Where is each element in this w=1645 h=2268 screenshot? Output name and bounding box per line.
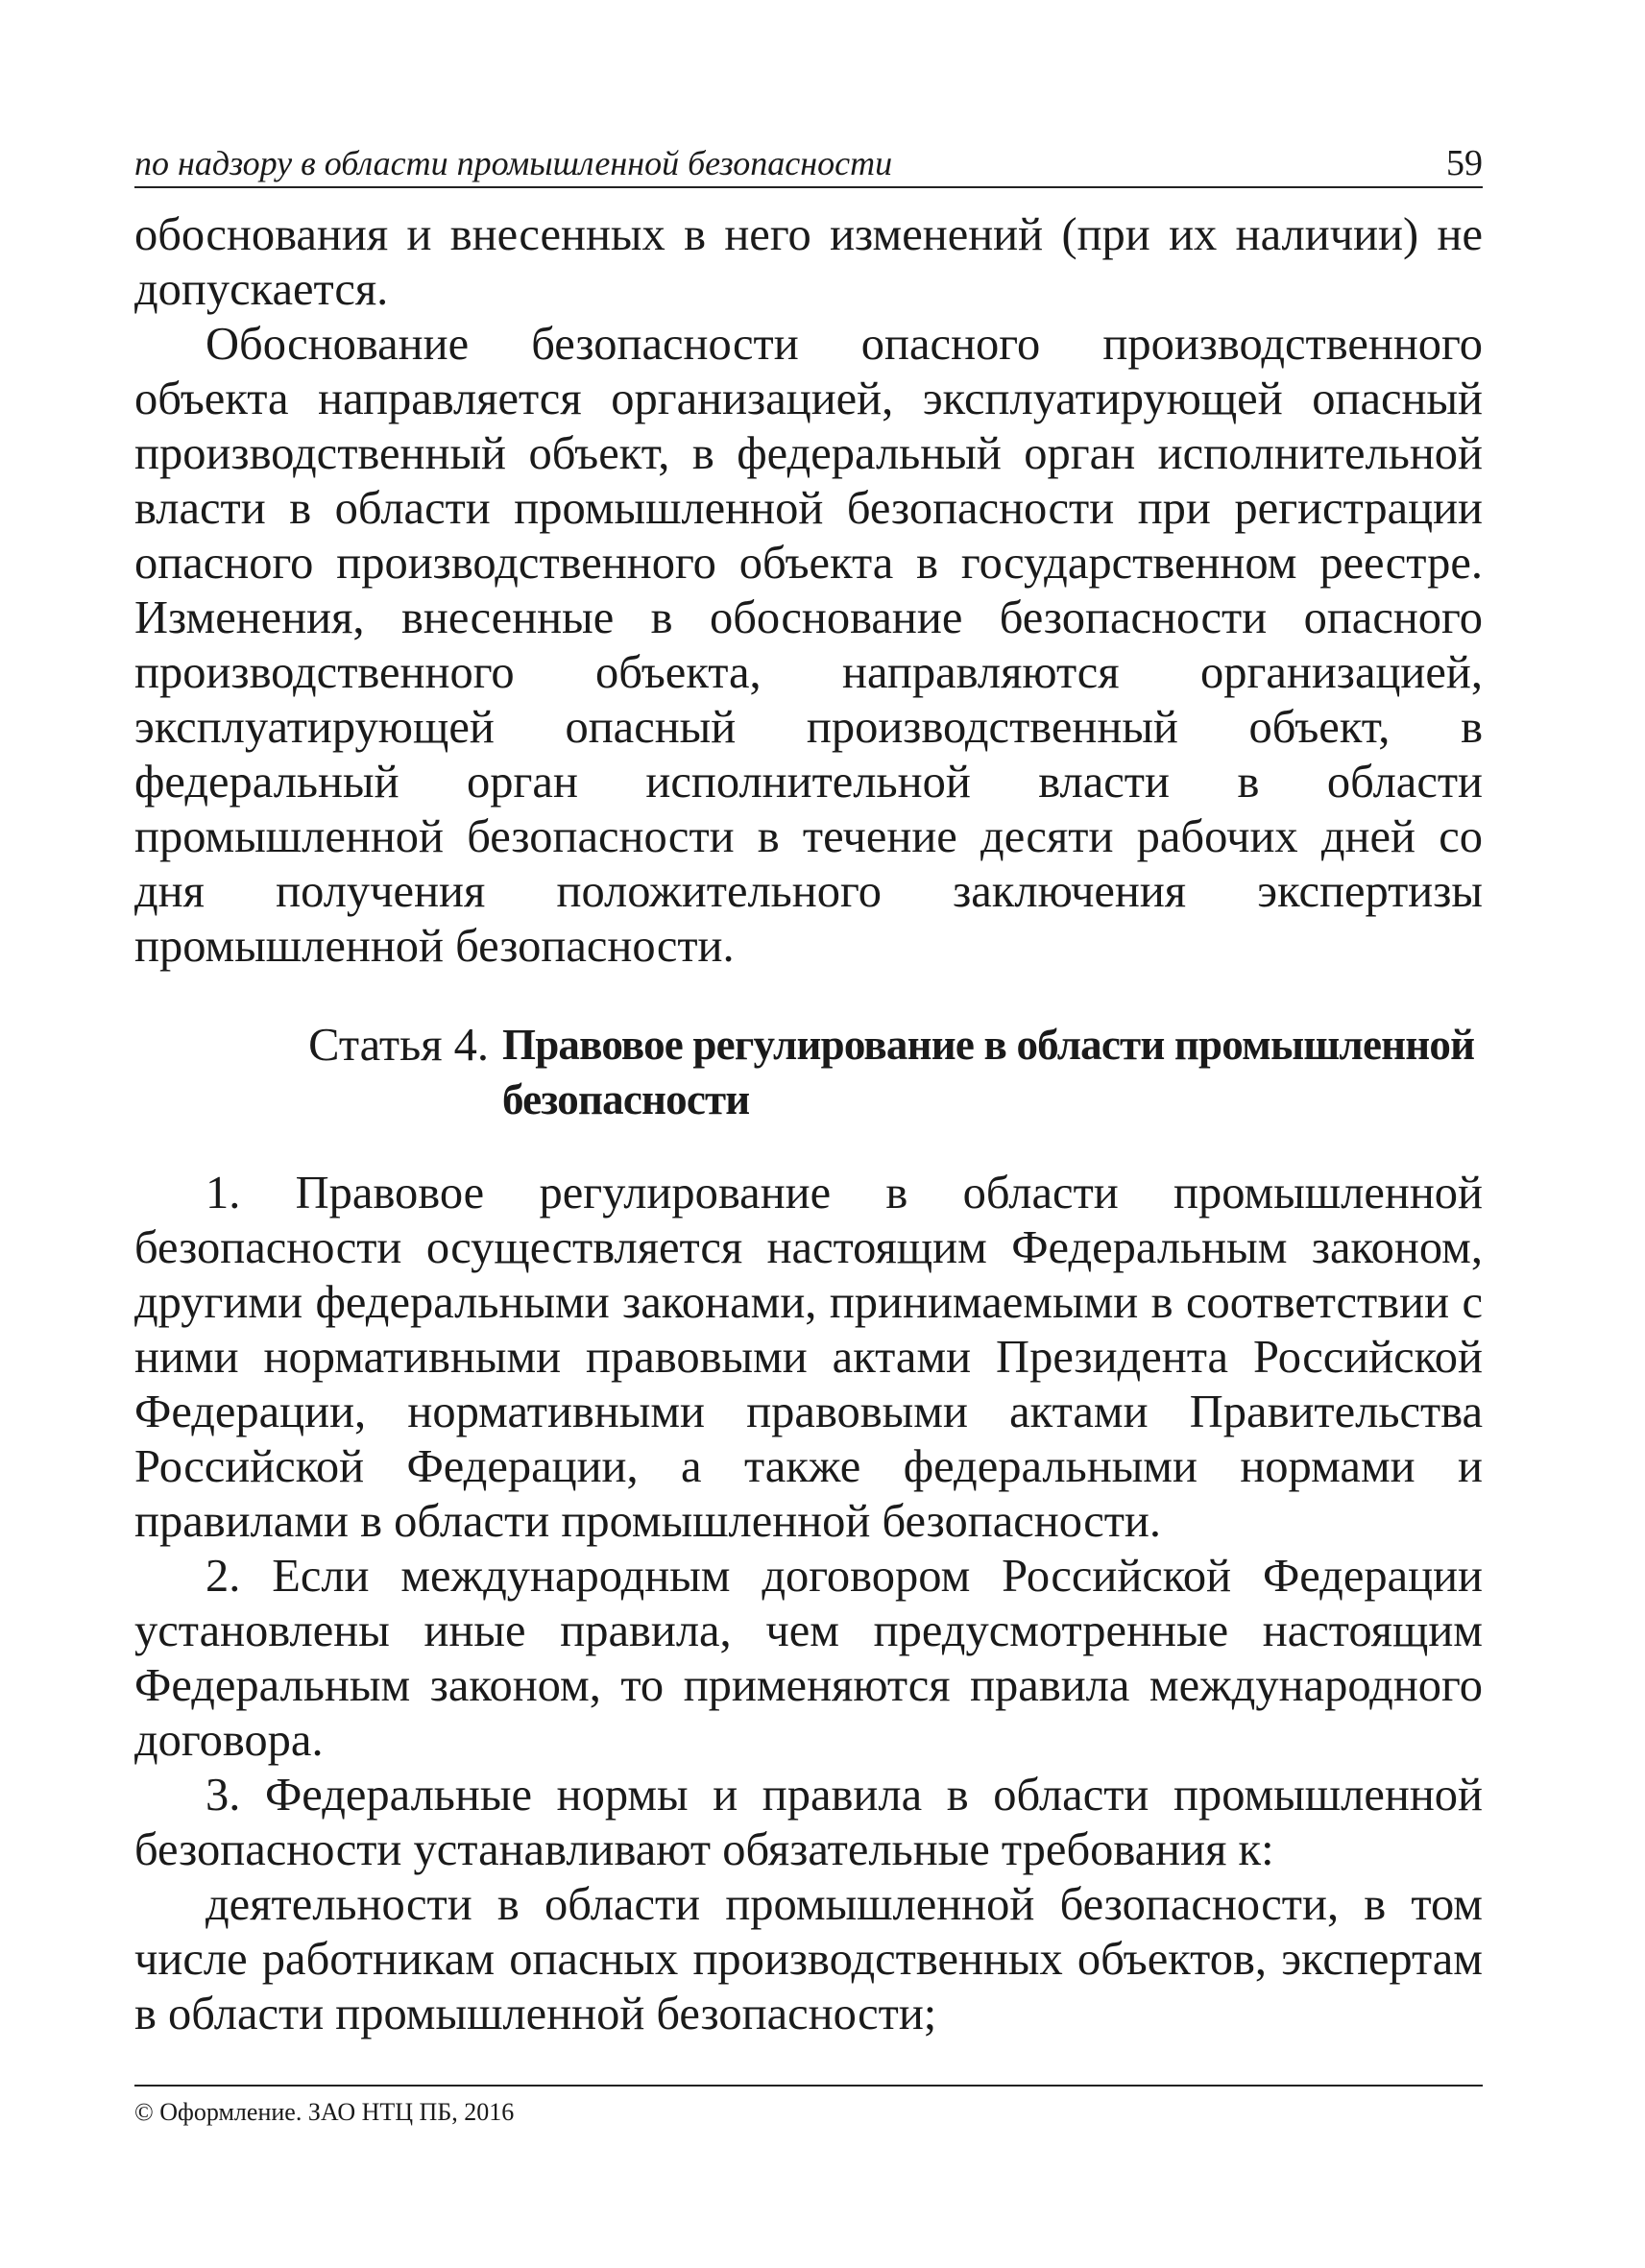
running-header xyxy=(134,142,1483,188)
page-footer xyxy=(134,2085,1483,2129)
page-number: 59 xyxy=(1446,143,1483,183)
footer-copyright: © Оформление. ЗАО НТЦ ПБ, 2016 xyxy=(134,2098,515,2126)
article-title: Правовое регулирование в области промышленной безопасности xyxy=(502,1021,1475,1123)
paragraph-continued: обоснования и внесенных в него изменений (при их наличии) не допускается. xyxy=(134,209,1483,315)
article-label: Статья 4. xyxy=(308,1020,489,1071)
header-title: по надзору в области промышленной безопасности xyxy=(134,144,893,182)
item-3: 3. Федеральные нормы и правила в области промышленной безопасности устанавливают обязательные требования к: xyxy=(134,1770,1483,1875)
page-body xyxy=(134,207,1483,2041)
item-1: 1. Правовое регулирование в области промышленной безопасности осуществляется настоящим Федеральным законом, другими федеральными законами, принимаемыми в соответствии с ними нормативными правовыми актами Президента Российской Федерации, нормативными правовыми актами Правительства Российской Федерации, а также федеральными нормами и правилами в области промышленной безопасности. xyxy=(134,1168,1483,1547)
item-2: 2. Если международным договором Российской Федерации установлены иные правила, чем предусмотренные настоящим Федеральным законом, то применяются правила международного договора. xyxy=(134,1551,1483,1766)
article-heading xyxy=(134,1018,1483,1127)
paragraph-submission: Обоснование безопасности опасного производственного объекта направляется организацией, эксплуатирующей опасный производственный объект, в федеральный орган исполнительной власти в области промышленной безопасности при регистрации опасного производственного объекта в государственном реестре. Изменения, внесенные в обоснование безопасности опасного производственного объекта, направляются организацией, эксплуатирующей опасный производственный объект, в федеральный орган исполнительной власти в области промышленной безопасности в течение десяти рабочих дней со дня получения положительного заключения экспертизы промышленной безопасности. xyxy=(134,319,1483,972)
item-3-subitem: деятельности в области промышленной безопасности, в том числе работникам опасных производственных объектов, экспертам в области промышленной безопасности; xyxy=(134,1879,1483,2039)
